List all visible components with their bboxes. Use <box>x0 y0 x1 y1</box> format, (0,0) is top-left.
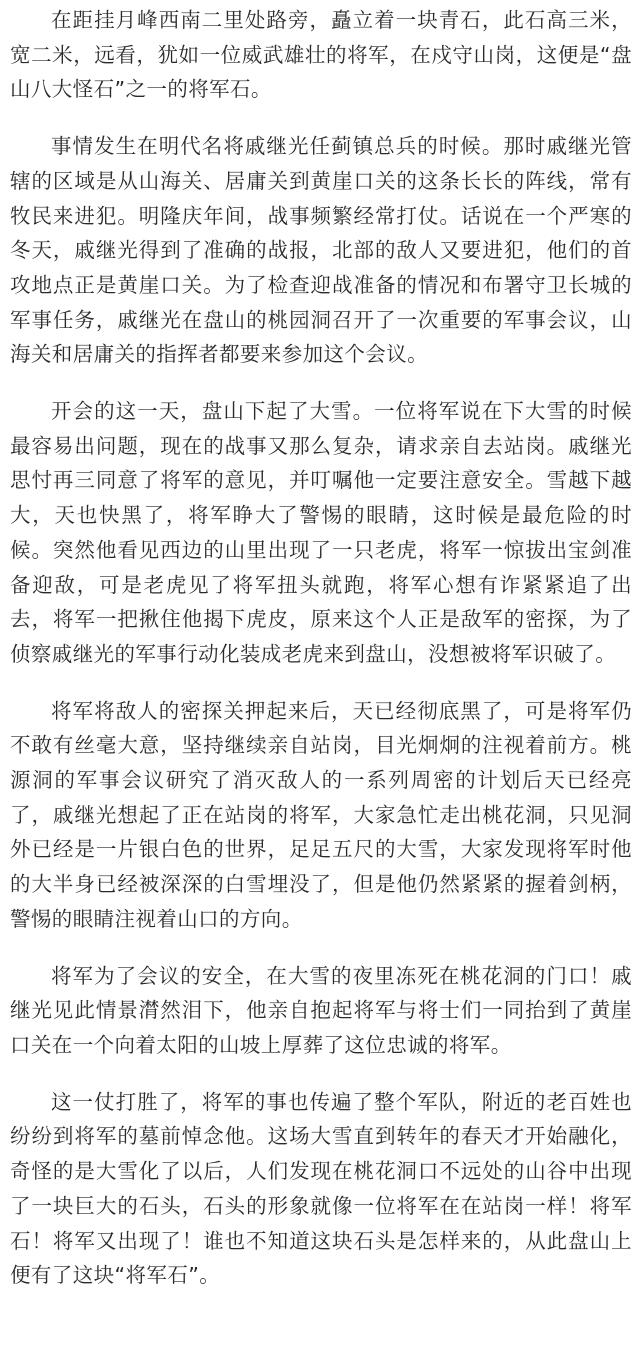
paragraph-legend: 这一仗打胜了，将军的事也传遍了整个军队，附近的老百姓也纷纷到将军的墓前悼念他。这场大雪直到转年的春天才开始融化，奇怪的是大雪化了以后，人们发现在桃花洞口不远处的山谷中出现了一块巨大的石头，石头的形象就像一位将军在在站岗一样！将军石！将军又出现了！谁也不知道这块石头是怎样来的，从此盘山上便有了这块“将军石”。 <box>10 1089 632 1288</box>
paragraph-snow-day: 开会的这一天，盘山下起了大雪。一位将军说在下大雪的时候最容易出问题，现在的战事又那么复杂，请求亲自去站岗。戚继光思忖再三同意了将军的意见，并叮嘱他一定要注意安全。雪越下越大，天也快黑了，将军睁大了警惕的眼睛，这时候是最危险的时候。突然他看见西边的山里出现了一只老虎，将军一惊拔出宝剑准备迎敌，可是老虎见了将军扭头就跑，将军心想有诈紧紧追了出去，将军一把揪住他揭下虎皮，原来这个人正是敌军的密探，为了侦察戚继光的军事行动化装成老虎来到盘山，没想被将军识破了。 <box>10 399 632 666</box>
paragraph-spacer <box>10 672 632 694</box>
paragraph-burial: 将军为了会议的安全，在大雪的夜里冻死在桃花洞的门口！戚继光见此情景潸然泪下，他亲自抱起将军与将士们一同抬到了黄崖口关在一个向着太阳的山坡上厚葬了这位忠诚的将军。 <box>10 963 632 1057</box>
paragraph-spacer <box>10 937 632 959</box>
paragraph-background: 事情发生在明代名将戚继光任蓟镇总兵的时候。那时戚继光管辖的区域是从山海关、居庸关到黄崖口关的这条长长的阵线，常有牧民来进犯。明隆庆年间，战事频繁经常打仗。话说在一个严寒的冬天，戚继光得到了准确的战报，北部的敌人又要进犯，他们的首攻地点正是黄崖口关。为了检查迎战准备的情况和布署守卫长城的军事任务，戚继光在盘山的桃园洞召开了一次重要的军事会议，山海关和居庸关的指挥者都要来参加这个会议。 <box>10 134 632 367</box>
paragraph-spacer <box>10 372 632 394</box>
paragraph-spacer <box>10 1063 632 1085</box>
article-body <box>10 0 632 1293</box>
paragraph-intro: 在距挂月峰西南二里处路旁，矗立着一块青石，此石高三米，宽二米，远看，犹如一位威武雄壮的将军，在戍守山岗，这便是“盘山八大怪石”之一的将军石。 <box>10 8 632 102</box>
paragraph-spacer <box>10 107 632 129</box>
paragraph-night-watch: 将军将敌人的密探关押起来后，天已经彻底黑了，可是将军仍不敢有丝毫大意，坚持继续亲自站岗，目光炯炯的注视着前方。桃源洞的军事会议研究了消灭敌人的一系列周密的计划后天已经亮了，戚继光想起了正在站岗的将军，大家急忙走出桃花洞，只见洞外已经是一片银白色的世界，足足五尺的大雪，大家发现将军时他的大半身已经被深深的白雪埋没了，但是他仍然紧紧的握着剑柄，警惕的眼睛注视着山口的方向。 <box>10 698 632 931</box>
